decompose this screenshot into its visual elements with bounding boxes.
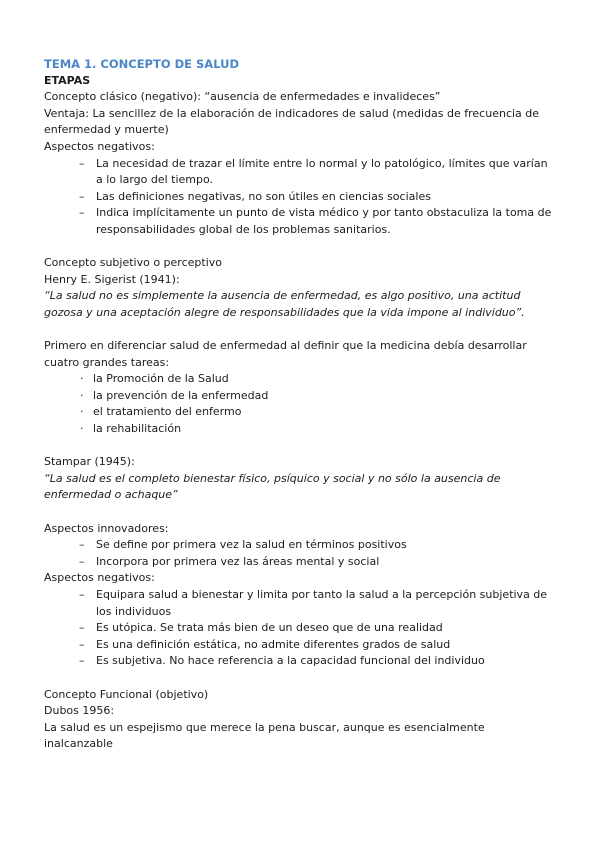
subjetivo-quote: “La salud no es simplemente la ausencia de enfermedad, es algo positivo, una actitud gozosa y una aceptación alegre de responsabilidades que la vida impone al individuo”. bbox=[44, 289, 525, 319]
list-item: – Las definiciones negativas, no son útiles en ciencias sociales bbox=[96, 189, 556, 206]
list-item: · la prevención de la enfermedad bbox=[93, 388, 556, 405]
spacer bbox=[44, 504, 556, 521]
doc-subtitle: ETAPAS bbox=[44, 73, 91, 87]
list-item: · el tratamiento del enfermo bbox=[93, 404, 556, 421]
funcional-author: Dubos 1956: bbox=[44, 704, 115, 718]
list-item: – Es utópica. Se trata más bien de un deseo que de una realidad bbox=[96, 620, 556, 637]
doc-title: TEMA 1. CONCEPTO DE SALUD bbox=[44, 57, 240, 71]
spacer bbox=[44, 239, 556, 256]
list-item: – Es subjetiva. No hace referencia a la capacidad funcional del individuo bbox=[96, 653, 556, 670]
list-item: – Es una definición estática, no admite diferentes grados de salud bbox=[96, 637, 556, 654]
list-item: – La necesidad de trazar el límite entre lo normal y lo patológico, límites que varían a lo largo del tiempo. bbox=[96, 156, 556, 189]
clasico-negativos-list bbox=[44, 156, 556, 239]
list-item: · la Promoción de la Salud bbox=[93, 371, 556, 388]
funcional-heading: Concepto Funcional (objetivo) bbox=[44, 687, 209, 701]
stampar-quote: “La salud es el completo bienestar físico, psíquico y social y no sólo la ausencia de enfermedad o achaque” bbox=[44, 471, 501, 502]
list-item: – Equipara salud a bienestar y limita por tanto la salud a la percepción subjetiva de los individuos bbox=[96, 587, 556, 620]
stampar-author: Stampar (1945): bbox=[44, 455, 135, 469]
stampar-neg-label: Aspectos negativos: bbox=[44, 571, 155, 585]
clasico-neg-label: Aspectos negativos: bbox=[44, 139, 155, 153]
list-item: · la rehabilitación bbox=[93, 421, 556, 438]
spacer bbox=[44, 670, 556, 687]
list-item: – Incorpora por primera vez las áreas mental y social bbox=[96, 554, 556, 571]
list-item: – Indica implícitamente un punto de vista médico y por tanto obstaculiza la toma de responsabilidades global de los problemas sanitarios. bbox=[96, 205, 556, 238]
subjetivo-intro: Primero en diferenciar salud de enfermedad al definir que la medicina debía desarrollar cuatro grandes tareas: bbox=[44, 339, 527, 369]
stampar-negativos-list bbox=[44, 587, 556, 670]
subjetivo-heading: Concepto subjetivo o perceptivo bbox=[44, 256, 222, 270]
stampar-innov-label: Aspectos innovadores: bbox=[44, 521, 169, 535]
subjetivo-author: Henry E. Sigerist (1941): bbox=[44, 272, 180, 286]
list-item: – Se define por primera vez la salud en términos positivos bbox=[96, 537, 556, 554]
spacer bbox=[44, 322, 556, 339]
funcional-text: La salud es un espejismo que merece la pena buscar, aunque es esencialmente inalcanzable bbox=[44, 720, 485, 751]
innovadores-list bbox=[44, 537, 556, 570]
clasico-ventaja: Ventaja: La sencillez de la elaboración de indicadores de salud (medidas de frecuencia de enfermedad y muerte) bbox=[44, 106, 540, 137]
tareas-list bbox=[44, 371, 556, 437]
spacer bbox=[44, 438, 556, 455]
clasico-heading: Concepto clásico (negativo): “ausencia de enfermedades e invalideces” bbox=[44, 90, 441, 104]
